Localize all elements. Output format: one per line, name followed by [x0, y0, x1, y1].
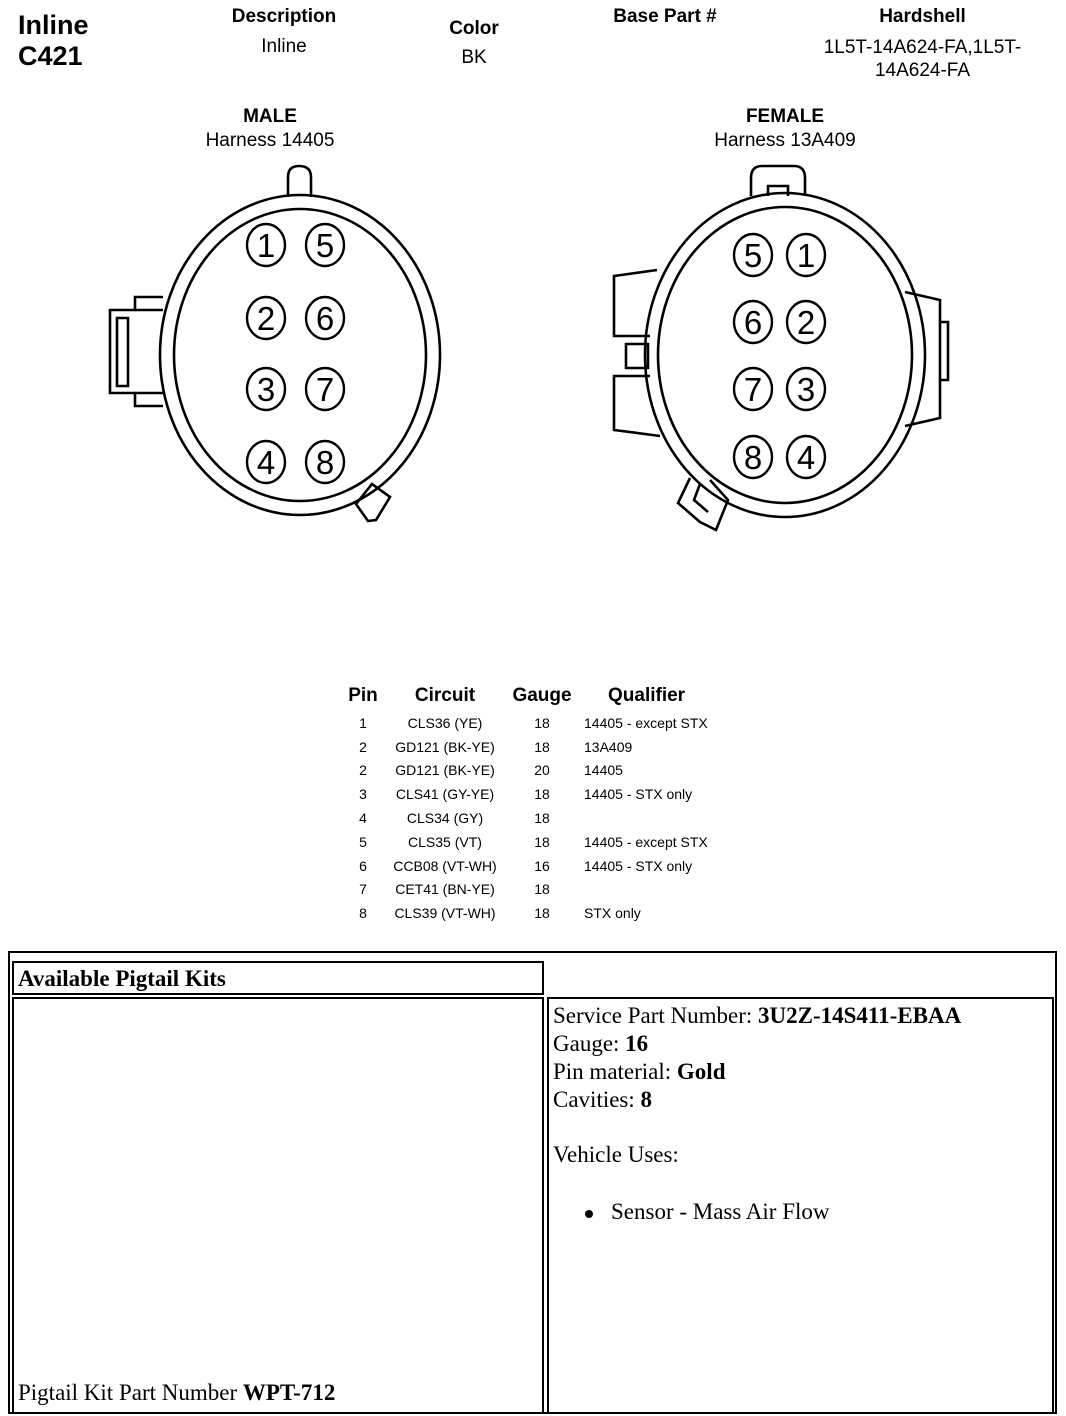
pin-label: 8 [315, 444, 335, 481]
circuit-cell: GD121 (BK-YE) [395, 738, 495, 755]
gauge-spec-value: 16 [625, 1031, 649, 1056]
gauge-cell: 16 [534, 857, 550, 874]
hardshell-label: Hardshell [879, 6, 966, 27]
female-top-key [751, 166, 805, 196]
pin-label: 8 [743, 439, 763, 476]
connector-type: Inline [18, 10, 89, 40]
color-label: Color [449, 18, 499, 39]
male-bottom-key [356, 484, 390, 521]
female-harness: Harness 13A409 [714, 130, 856, 151]
connector-number: C421 [18, 41, 83, 71]
pin-table [340, 683, 808, 925]
table-row [340, 759, 808, 783]
pin-label: 7 [743, 371, 763, 408]
cavities-label: Cavities: [553, 1087, 641, 1112]
hardshell-line-2: 14A624-FA [874, 60, 971, 81]
header-gauge: Gauge [512, 685, 572, 706]
connector-id [18, 10, 89, 72]
table-row [340, 854, 808, 878]
table-row [340, 806, 808, 830]
qualifier-cell: 14405 - except STX [584, 714, 708, 731]
pin-material-value: Gold [676, 1059, 726, 1084]
male-pin-2 [247, 297, 285, 339]
pin-label: 3 [796, 371, 816, 408]
gauge-spec [553, 1030, 648, 1058]
bullet-icon [585, 1210, 593, 1218]
qualifier-cell: 14405 - STX only [584, 786, 693, 803]
gauge-cell: 18 [534, 905, 550, 922]
cavities-spec [553, 1086, 652, 1114]
pin-label: 4 [256, 444, 276, 481]
table-row [340, 830, 808, 854]
kits-title: Available Pigtail Kits [18, 966, 226, 991]
pin-material-label: Pin material: [553, 1059, 677, 1084]
pin-label: 1 [796, 237, 816, 274]
female-pin-3 [787, 368, 825, 410]
gauge-cell: 18 [534, 881, 550, 898]
pin-cell: 3 [359, 786, 367, 803]
male-pins [247, 224, 344, 483]
pin-label: 6 [315, 300, 335, 337]
circuit-cell: CLS35 (VT) [408, 833, 482, 850]
female-pins [734, 234, 825, 478]
gauge-cell: 18 [534, 738, 550, 755]
pin-cell: 8 [359, 905, 367, 922]
hardshell-value [800, 36, 1045, 82]
table-row [340, 711, 808, 735]
circuit-cell: CET41 (BN-YE) [395, 881, 495, 898]
table-row [340, 901, 808, 925]
male-pin-6 [306, 297, 344, 339]
pin-cell: 6 [359, 857, 367, 874]
service-part-number [553, 1002, 961, 1030]
gauge-cell: 18 [534, 714, 550, 731]
gauge-cell: 18 [534, 810, 550, 827]
qualifier-cell: 13A409 [584, 738, 633, 755]
female-pin-1 [787, 234, 825, 276]
male-pin-7 [306, 368, 344, 410]
pin-cell: 2 [359, 738, 367, 755]
vehicle-use-text: Sensor - Mass Air Flow [611, 1199, 830, 1224]
description-value: Inline [261, 36, 307, 57]
female-connector [614, 166, 948, 530]
circuit-cell: CLS41 (GY-YE) [395, 786, 495, 803]
pin-table-header [340, 683, 808, 711]
female-right-body [905, 292, 940, 426]
pin-label: 2 [256, 300, 276, 337]
header-circuit: Circuit [414, 685, 476, 706]
header-qualifier: Qualifier [608, 685, 686, 706]
service-part-value: 3U2Z-14S411-EBAA [758, 1003, 962, 1028]
qualifier-cell: 14405 - STX only [584, 857, 693, 874]
vehicle-use-item [585, 1199, 830, 1225]
pigtail-kit-part-number [18, 1380, 335, 1406]
pin-cell: 2 [359, 762, 367, 779]
male-pin-4 [247, 441, 285, 483]
table-row [340, 735, 808, 759]
female-pin-8 [734, 436, 772, 478]
circuit-cell: GD121 (BK-YE) [395, 762, 495, 779]
pin-cell: 1 [359, 714, 367, 731]
gauge-cell: 18 [534, 786, 550, 803]
male-outer-shell [160, 195, 440, 515]
gauge-cell: 18 [534, 833, 550, 850]
pin-label: 7 [315, 371, 335, 408]
kits-title-box [12, 961, 544, 995]
male-pin-3 [247, 368, 285, 410]
pigtail-kit-label: Pigtail Kit Part Number [18, 1380, 243, 1405]
pin-label: 1 [256, 227, 276, 264]
pin-label: 4 [796, 439, 816, 476]
pin-label: 3 [256, 371, 276, 408]
kits-left-cell [12, 997, 544, 1414]
circuit-cell: CLS36 (YE) [407, 714, 483, 731]
pin-label: 6 [743, 304, 763, 341]
service-part-label: Service Part Number: [553, 1003, 759, 1028]
circuit-cell: CCB08 (VT-WH) [393, 857, 497, 874]
pin-cell: 7 [359, 881, 367, 898]
gauge-cell: 20 [534, 762, 550, 779]
header-pin: Pin [348, 685, 378, 706]
female-pin-2 [787, 301, 825, 343]
pin-cell: 5 [359, 833, 367, 850]
female-outer-shell [645, 193, 925, 517]
qualifier-cell [580, 878, 808, 902]
cavities-value: 8 [640, 1087, 653, 1112]
male-pin-5 [306, 224, 344, 266]
table-row [340, 782, 808, 806]
table-row [340, 878, 808, 902]
qualifier-cell: 14405 [584, 762, 623, 779]
hardshell-line-1: 1L5T-14A624-FA,1L5T- [823, 37, 1022, 58]
description-label: Description [231, 6, 337, 27]
vehicle-uses-label: Vehicle Uses: [553, 1142, 679, 1167]
female-pin-4 [787, 436, 825, 478]
pin-cell: 4 [359, 810, 367, 827]
color-value: BK [461, 47, 487, 68]
kits-right-cell [547, 997, 1054, 1414]
pigtail-kit-value: WPT-712 [242, 1380, 336, 1405]
pin-label: 2 [796, 304, 816, 341]
female-pin-6 [734, 301, 772, 343]
female-left-latch [614, 270, 657, 336]
male-inner-shell [174, 209, 426, 501]
qualifier-cell: 14405 - except STX [584, 833, 708, 850]
female-inner-shell [658, 207, 912, 503]
female-title: FEMALE [745, 106, 825, 127]
circuit-cell: CLS34 (GY) [406, 810, 484, 827]
connector-diagram [0, 160, 1066, 560]
circuit-cell: CLS39 (VT-WH) [394, 905, 496, 922]
male-top-key [288, 166, 311, 197]
pin-label: 5 [315, 227, 335, 264]
male-connector [110, 166, 440, 521]
male-pin-8 [306, 441, 344, 483]
pin-label: 5 [743, 237, 763, 274]
gauge-spec-label: Gauge: [553, 1031, 626, 1056]
pin-material-spec [553, 1058, 726, 1086]
qualifier-cell [580, 806, 808, 830]
base-part-label: Base Part # [613, 6, 717, 27]
female-pin-5 [734, 234, 772, 276]
male-title: MALE [243, 106, 297, 127]
male-harness: Harness 14405 [205, 130, 335, 151]
qualifier-cell: STX only [584, 905, 641, 922]
male-pin-1 [247, 224, 285, 266]
female-pin-7 [734, 368, 772, 410]
